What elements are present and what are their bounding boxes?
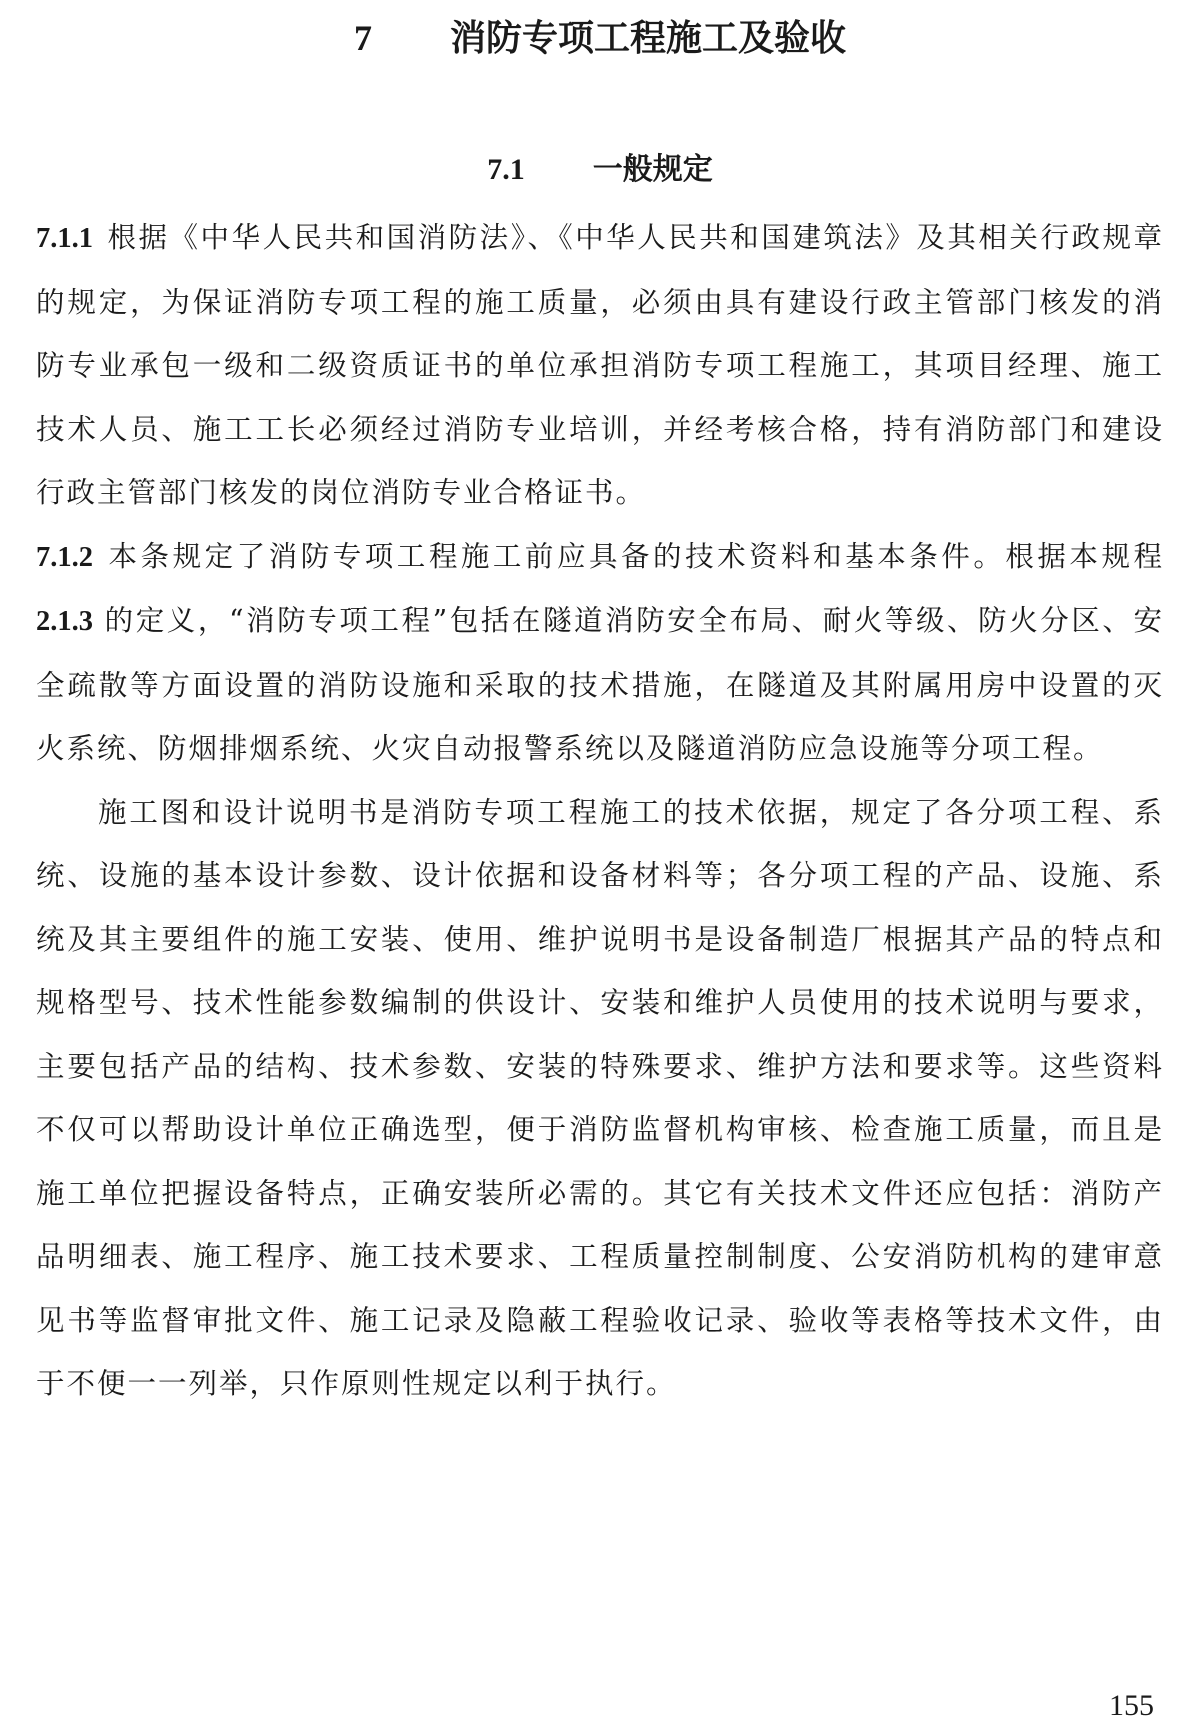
- section-number: 7.1: [487, 153, 525, 186]
- clause-reference: 2.1.3: [36, 606, 93, 637]
- chapter-title: 消防专项工程施工及验收: [449, 17, 846, 59]
- section-heading: [36, 148, 1164, 192]
- clause-text-after: 的定义，“消防专项工程”包括在隧道消防安全布局、耐火等级、防火分区、安全疏散等方面设置的消防设施和采取的技术措施，在隧道及其附属用房中设置的灭火系统、防烟排烟系统、火灾自动报警系统以及隧道消防应急设施等分项工程。: [36, 604, 1164, 765]
- explanation-paragraph: 施工图和设计说明书是消防专项工程施工的技术依据，规定了各分项工程、系统、设施的基本设计参数、设计依据和设备材料等；各分项工程的产品、设施、系统及其主要组件的施工安装、使用、维护说明书是设备制造厂根据其产品的特点和规格型号、技术性能参数编制的供设计、安装和维护人员使用的技术说明与要求，主要包括产品的结构、技术参数、安装的特殊要求、维护方法和要求等。这些资料不仅可以帮助设计单位正确选型，便于消防监督机构审核、检查施工质量，而且是施工单位把握设备特点，正确安装所必需的。其它有关技术文件还应包括：消防产品明细表、施工程序、施工技术要求、工程质量控制制度、公安消防机构的建审意见书等监督审批文件、施工记录及隐蔽工程验收记录、验收等表格等技术文件，由于不便一一列举，只作原则性规定以利于执行。: [36, 795, 1164, 1400]
- clause-number: 7.1.1: [36, 223, 93, 254]
- page-number: 155: [1109, 1689, 1154, 1722]
- document-page: [36, 0, 1164, 1734]
- clause-number: 7.1.2: [36, 541, 93, 573]
- clause-text-before: 本条规定了消防专项工程施工前应具备的技术资料和基本条件。根据本规程: [107, 539, 1164, 573]
- chapter-number: 7: [353, 18, 372, 58]
- section-title: 一般规定: [592, 152, 713, 187]
- clause-7-1-1: [36, 206, 1164, 525]
- chapter-heading: [36, 14, 1164, 62]
- clause-text: 根据《中华人民共和国消防法》、《中华人民共和国建筑法》及其相关行政规章的规定，为保证消防专项工程的施工质量，必须由具有建设行政主管部门核发的消防专业承包一级和二级资质证书的单位承担消防专项工程施工，其项目经理、施工技术人员、施工工长必须经过消防专业培训，并经考核合格，持有消防部门和建设行政主管部门核发的岗位消防专业合格证书。: [36, 221, 1164, 509]
- document-body: [36, 206, 1164, 1416]
- clause-7-1-2: [36, 525, 1164, 781]
